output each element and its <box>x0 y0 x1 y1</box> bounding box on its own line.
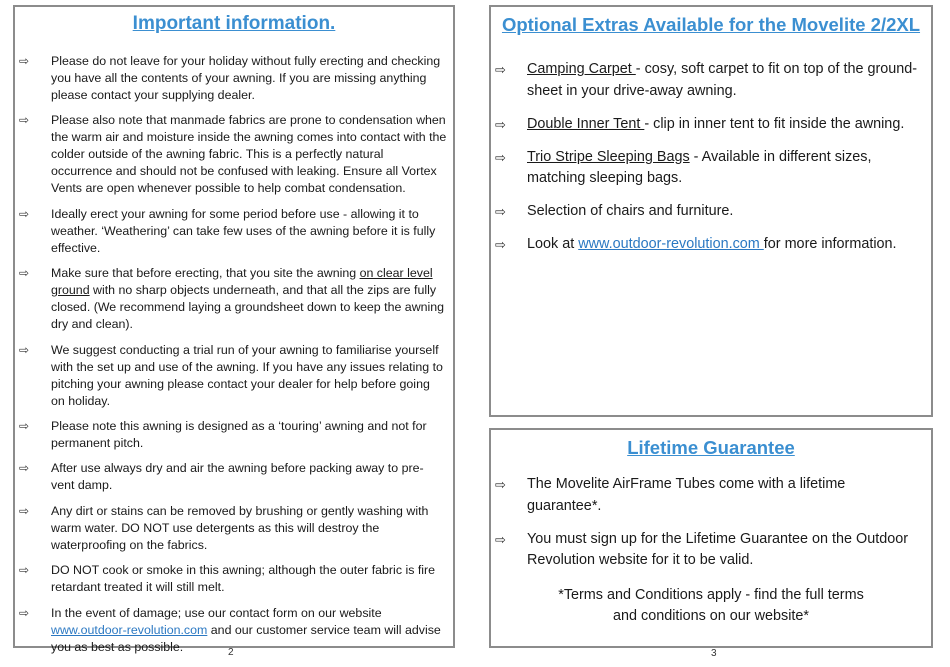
arrow-right-icon: ⇨ <box>495 117 506 133</box>
arrow-right-icon: ⇨ <box>19 113 30 128</box>
arrow-right-icon: ⇨ <box>19 461 30 476</box>
underlined-phrase: on clear level ground <box>51 266 433 298</box>
important-info-list <box>15 53 453 664</box>
terms-line: and conditions on our website* <box>612 608 809 624</box>
list-item: ⇨ In the event of damage; use our contact form on our website www.outdoor-revolution.com and our customer service team will advise you as best as possible. <box>19 605 441 654</box>
list-item: ⇨ Make sure that before erecting, that you site the awning on clear level ground with no sharp objects underneath, and that all the zips are fully closed. (We recommend laying a groundsheet down to keep the awning dry and clean). <box>19 266 445 332</box>
optional-extras-panel <box>489 5 933 417</box>
list-item: ⇨ The Movelite AirFrame Tubes come with a lifetime guarantee*. <box>495 476 846 514</box>
list-item: ⇨ Look at www.outdoor-revolution.com for more information. <box>491 234 931 256</box>
arrow-right-icon: ⇨ <box>19 605 30 620</box>
lifetime-guarantee-list <box>491 474 931 583</box>
list-item: ⇨ Any dirt or stains can be removed by brushing or gently washing with warm water. DO NOT use detergents as this will destroy the waterproofing on the fabrics. <box>19 503 429 552</box>
arrow-right-icon: ⇨ <box>495 63 506 78</box>
important-info-title: Important information. <box>132 13 336 34</box>
lifetime-guarantee-title: Lifetime Guarantee <box>627 437 795 458</box>
arrow-right-icon: ⇨ <box>495 478 506 493</box>
terms-line: *Terms and Conditions apply - find the full terms <box>558 587 864 603</box>
arrow-right-icon: ⇨ <box>19 266 30 281</box>
list-item: ⇨ Selection of chairs and furniture. <box>491 201 931 223</box>
list-item: ⇨ Please do not leave for your holiday without fully erecting and checking you have all the contents of your awning. If you are missing anything please contact your supplying dealer. <box>19 54 441 102</box>
list-item: ⇨ We suggest conducting a trial run of your awning to familiarise yourself with the set up and use of the awning. If you have any issues relating to pitching your awning please contact your dealer for help before going on holiday. <box>19 342 443 408</box>
important-info-panel <box>13 5 455 654</box>
product-name: Camping Carpet <box>527 61 636 77</box>
website-link[interactable]: www.outdoor-revolution.com <box>578 236 764 252</box>
arrow-right-icon: ⇨ <box>495 150 506 166</box>
arrow-right-icon: ⇨ <box>19 342 30 357</box>
arrow-right-icon: ⇨ <box>19 206 30 221</box>
list-item: ⇨ DO NOT cook or smoke in this awning; although the outer fabric is fire retardant treated it will still melt. <box>19 563 436 595</box>
list-item: ⇨ You must sign up for the Lifetime Guarantee on the Outdoor Revolution website for it to be valid. <box>495 530 909 568</box>
optional-extras-title: Optional Extras Available for the Movelite 2/2XL <box>501 14 921 35</box>
terms-note <box>491 585 931 627</box>
arrow-right-icon: ⇨ <box>19 503 30 518</box>
list-item: ⇨ Please note this awning is designed as a ‘touring’ awning and not for permanent pitch. <box>19 418 427 450</box>
list-item: ⇨ Camping Carpet - cosy, soft carpet to fit on top of the ground-sheet in your drive-away awning. <box>495 61 918 99</box>
website-link[interactable]: www.outdoor-revolution.com <box>51 622 208 637</box>
arrow-right-icon: ⇨ <box>495 205 506 220</box>
lifetime-guarantee-panel <box>489 428 933 648</box>
arrow-right-icon: ⇨ <box>495 238 506 253</box>
list-item: ⇨ Ideally erect your awning for some period before use - allowing it to weather. ‘Weathering’ can take few uses of the awning before it is fully effective. <box>19 206 436 255</box>
product-name: Trio Stripe Sleeping Bags <box>527 148 690 165</box>
arrow-right-icon: ⇨ <box>19 418 30 433</box>
list-item: ⇨ After use always dry and air the awning before packing away to pre-vent damp. <box>19 461 424 493</box>
list-item: ⇨ Trio Stripe Sleeping Bags - Available in different sizes, matching sleeping bags. <box>495 148 872 186</box>
product-name: Double Inner Tent <box>527 115 645 132</box>
arrow-right-icon: ⇨ <box>19 54 30 68</box>
arrow-right-icon: ⇨ <box>19 563 30 578</box>
optional-extras-list <box>491 59 931 267</box>
page-number: 2 <box>228 647 234 658</box>
list-item: ⇨ Double Inner Tent - clip in inner tent to fit inside the awning. <box>491 114 931 136</box>
arrow-right-icon: ⇨ <box>495 532 506 548</box>
page-number: 3 <box>711 648 717 659</box>
list-item: ⇨ Please also note that manmade fabrics are prone to condensation when the warm air and moisture inside the awning comes into contact with the colder outside of the awning fabric. This is a perfectly natural occurrence and should not be confused with leaking. Ensure all Vortex Vents are open whenever possible to help combat condensation. <box>19 113 447 196</box>
